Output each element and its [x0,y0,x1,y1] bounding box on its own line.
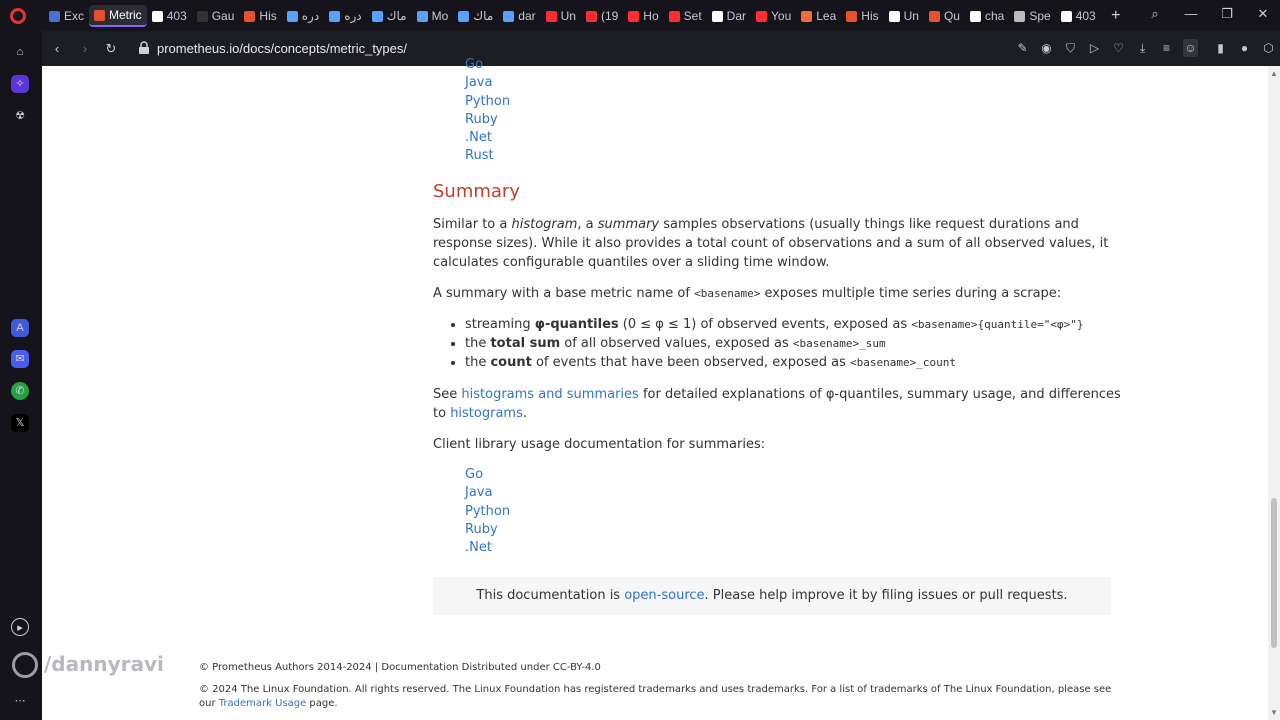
client-library-link[interactable]: Ruby [465,111,498,127]
client-library-list [465,466,510,557]
tab-title: 403 [166,9,187,23]
more-icon[interactable]: ⋯ [14,695,26,707]
client-library-link[interactable]: Ruby [465,521,498,537]
scrollbar[interactable] [1268,66,1280,720]
client-library-link[interactable]: Rust [465,148,494,164]
code-series-name: <basename>{quantile="<φ>"} [911,318,1084,331]
scroll-up-icon[interactable]: ▲ [1270,69,1278,78]
new-tab-button[interactable]: + [1111,7,1121,24]
code-series-name: <basename>_count [849,356,956,369]
trademark-usage-link[interactable]: Trademark Usage [218,698,307,709]
text: . Please help improve it by filing issues or pull requests. [704,588,1068,603]
tab-title: Exc [64,9,85,23]
opera-logo-icon[interactable] [10,8,26,24]
watermark-text: /dannyravi [44,652,164,676]
client-library-link[interactable]: .Net [465,130,492,146]
tab-favicon-icon [197,11,208,22]
sidebar-icon[interactable]: ▮ [1217,41,1224,55]
minimize-button[interactable]: — [1184,6,1198,21]
tab-favicon-icon [1061,11,1072,22]
tab-favicon-icon [756,11,767,22]
tab-strip [44,4,1125,28]
text: page. [306,698,338,709]
tab-favicon-icon [889,11,900,22]
tab-bar [0,0,1280,31]
list-item [465,466,510,484]
reload-button[interactable]: ↻ [105,41,117,56]
browser-tab[interactable] [324,5,366,27]
tab-title: His [861,9,879,23]
list-item [465,93,510,111]
tab-favicon-icon [94,10,105,21]
tab-title: Dar [726,9,746,23]
browser-tab[interactable] [498,5,540,27]
restore-button[interactable]: ❐ [1221,6,1233,21]
client-library-paragraph: Client library usage documentation for summaries: [433,437,766,452]
home-icon[interactable]: ⌂ [16,46,24,58]
camera-icon[interactable]: ◉ [1041,41,1052,55]
histograms-and-summaries-link[interactable]: histograms and summaries [461,387,639,402]
cube-icon[interactable]: ⬡ [1263,41,1274,55]
whatsapp-icon[interactable]: ✆ [11,382,29,400]
text: of all observed values, exposed as [560,336,793,351]
shield-icon[interactable]: ⛉ [1065,41,1075,55]
tab-title: Ho [643,9,659,23]
client-library-link[interactable]: Java [465,485,493,501]
text: , a [577,217,598,232]
browser-tab[interactable] [367,5,412,27]
text: the [465,336,491,351]
tab-title: 403 [1075,9,1096,23]
scrollbar-thumb[interactable] [1271,498,1277,648]
user-icon[interactable]: ☺ [1184,41,1197,55]
code-basename: <basename> [694,287,761,300]
address-toolbar [42,32,1280,66]
text: A summary with a base metric name of [433,286,695,301]
see-also-paragraph [433,385,1123,423]
tab-title: His [259,9,277,23]
text: Similar to a [433,217,512,232]
open-source-link[interactable]: open-source [624,588,705,603]
list-item [465,74,510,92]
list-item [465,503,510,521]
browser-sidebar [0,31,42,720]
tab-title: cha [984,9,1005,23]
lock-icon [138,41,150,55]
tab-favicon-icon [244,11,255,22]
tab-favicon-icon [929,11,940,22]
browser-tab[interactable] [581,5,623,27]
time-series-list [452,315,1084,372]
browser-tab[interactable] [89,5,147,27]
text: the [465,355,491,370]
tab-favicon-icon [49,11,60,22]
browser-tab[interactable] [1056,5,1101,27]
client-library-list-top [465,56,510,166]
list-item [465,484,510,502]
list-item [465,56,510,74]
browser-tab[interactable] [841,5,883,27]
tab-title: You [771,9,792,23]
browser-tab[interactable] [147,5,192,27]
tab-title: Spe [1029,9,1051,23]
tab-title: Lea [816,9,837,23]
text-italic: histogram [511,217,578,232]
list-item [465,539,510,557]
tab-title: Un [560,9,576,23]
tab-title: Un [903,9,919,23]
section-heading-summary: Summary [433,181,520,202]
tab-title: Metric [109,8,142,22]
aria-icon[interactable]: ✧ [11,75,29,93]
browser-tab[interactable] [541,5,581,27]
client-library-link[interactable]: Python [465,93,511,109]
text: of events that have been observed, exposed as [531,355,850,370]
tab-title: ماك [473,9,494,23]
tab-favicon-icon [458,11,469,22]
list-item [465,147,510,165]
tab-favicon-icon [372,11,383,22]
extension-icon[interactable]: ● [1240,41,1249,55]
browser-tab[interactable] [453,5,498,27]
browser-tab[interactable] [664,5,707,27]
summary-paragraph [433,215,1123,272]
tab-title: Gau [211,9,235,23]
client-library-link[interactable]: Go [465,467,484,482]
window-controls [1148,6,1270,22]
open-source-notice [433,577,1111,615]
list-item [465,315,1084,334]
list-item [465,521,510,539]
text: samples observations (usually things like request durations and response sizes). While it also provides a total count of observations and a sum of all observed values, it calculates configurable quantiles over a sliding time window. [433,217,1109,270]
browser-tab[interactable] [924,5,965,27]
watermark-logo-icon [12,652,38,678]
browser-tab[interactable] [796,5,841,27]
tab-favicon-icon [546,11,557,22]
tab-favicon-icon [586,11,597,22]
tab-favicon-icon [669,11,680,22]
text: for detailed explanations of φ-quantiles, summary usage, and differences to [433,387,1121,421]
back-button[interactable]: ‹ [54,41,60,56]
browser-tab[interactable] [412,5,454,27]
tab-title: dar [518,9,536,23]
tab-favicon-icon [970,11,981,22]
text: . [522,406,528,421]
tab-favicon-icon [712,11,723,22]
tab-title: Mo [431,9,449,23]
toolbar-icons [1015,39,1276,57]
close-button[interactable]: ✕ [1257,6,1269,21]
text: This documentation is [476,588,625,603]
text: φ-quantiles [534,317,619,332]
tab-favicon-icon [417,11,428,22]
browser-tab[interactable] [192,5,240,27]
text: exposes multiple time series during a scrape: [760,286,1062,301]
browser-tab[interactable] [707,5,751,27]
text: total sum [490,336,561,351]
tab-favicon-icon [152,11,163,22]
client-library-link[interactable]: Go [465,57,484,72]
browser-tab[interactable] [623,5,663,27]
browser-tab[interactable] [1009,5,1055,27]
snap-icon[interactable]: ✎ [1017,41,1028,55]
scroll-down-icon[interactable]: ▼ [1270,708,1278,717]
download-icon[interactable]: ⤓ [1139,41,1146,55]
list-item [465,129,510,147]
extension-icon[interactable]: ☢ [15,110,25,122]
browser-tab[interactable] [44,5,89,27]
text: © 2024 The Linux Foundation. All rights reserved. The Linux Foundation has registered trademarks and uses trademarks. For a list of trademarks of The Linux Foundation, please see our [199,684,1112,709]
player-icon[interactable]: ▸ [11,618,29,636]
tab-title: ماك [386,9,407,23]
text: count [490,355,532,370]
histograms-link[interactable]: histograms [450,406,523,421]
play-icon[interactable]: ▷ [1089,41,1100,55]
list-item [465,111,510,129]
tab-title: دره [301,9,320,23]
client-library-link[interactable]: .Net [465,540,492,556]
tab-title: (19 [600,9,619,23]
tab-favicon-icon [503,11,514,22]
browser-tab[interactable] [282,5,324,27]
text: (0 ≤ φ ≤ 1) of observed events, exposed as [618,317,912,332]
tab-favicon-icon [801,11,812,22]
tab-search-icon[interactable]: ⌕ [1151,6,1159,21]
browser-tab[interactable] [965,5,1009,27]
list-item [465,334,1084,353]
list-item [465,353,1084,372]
text: See [433,387,462,402]
linux-foundation-text [199,683,1119,711]
tab-favicon-icon [287,11,298,22]
client-library-link[interactable]: Java [465,75,493,91]
tab-title: Qu [943,9,960,23]
client-library-link[interactable]: Python [465,503,511,519]
tab-title: دره [344,9,362,23]
text-italic: summary [597,217,660,232]
tab-favicon-icon [846,11,857,22]
code-series-name: <basename>_sum [792,337,886,350]
browser-tab[interactable] [239,5,281,27]
messenger-icon[interactable]: ✉ [11,350,29,368]
copyright-text: © Prometheus Authors 2014-2024 | Documentation Distributed under CC-BY-4.0 [199,662,601,673]
tab-favicon-icon [329,11,340,22]
browser-tab[interactable] [884,5,924,27]
text: streaming [465,317,535,332]
web-page [42,57,1268,720]
browser-tab[interactable] [751,5,796,27]
tab-title: Set [683,9,702,23]
heart-icon[interactable]: ♡ [1113,41,1124,55]
tab-favicon-icon [1014,11,1025,22]
url-field[interactable]: prometheus.io/docs/concepts/metric_types/ [157,41,408,56]
forward-button[interactable]: › [82,41,88,56]
tab-favicon-icon [628,11,639,22]
menu-icon[interactable]: ≡ [1162,41,1170,55]
basename-paragraph [433,284,1123,303]
app-store-icon[interactable]: A [11,319,29,337]
x-icon[interactable]: 𝕏 [11,414,29,432]
